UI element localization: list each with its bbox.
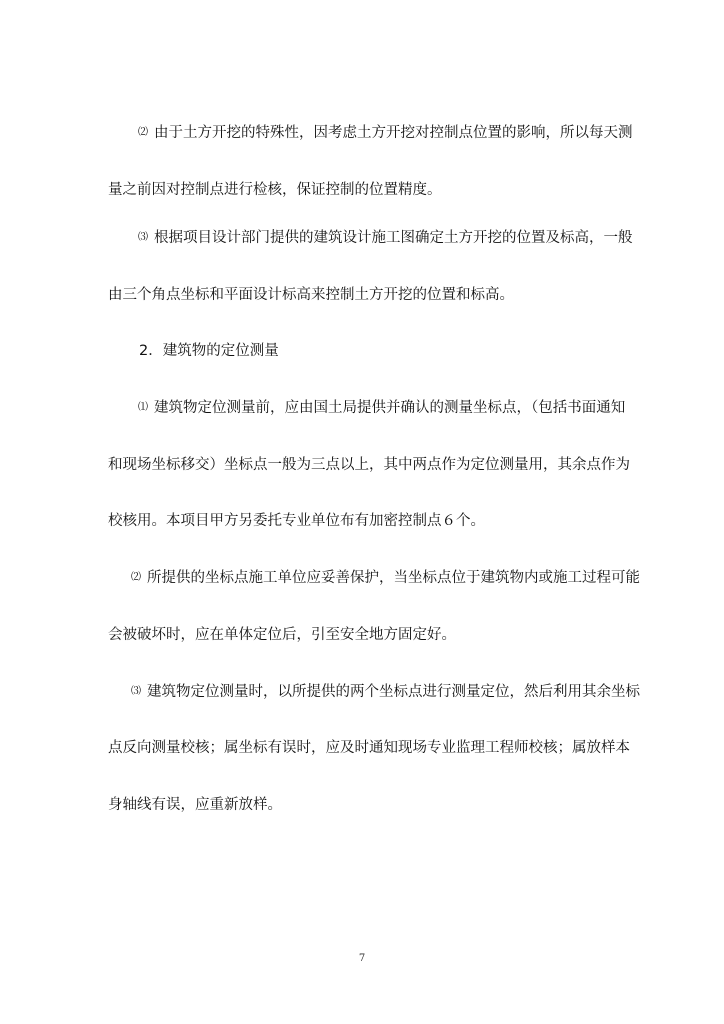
page-number: 7 (358, 953, 366, 964)
item-number: ⑶ (138, 232, 148, 243)
paragraph-text: 建筑物定位测量时，以所提供的两个坐标点进行测量定位，然后利用其余坐标 (147, 684, 640, 700)
item-number: ⑶ (131, 686, 141, 697)
paragraph-3-line-3: 校核用。本项目甲方另委托专业单位布有加密控制点６个。 (108, 513, 485, 529)
paragraph-text: 所提供的坐标点施工单位应妥善保护，当坐标点位于建筑物内或施工过程可能 (147, 570, 640, 586)
paragraph-2-line-2: 由三个角点坐标和平面设计标高来控制土方开挖的位置和标高。 (108, 287, 514, 303)
paragraph-text: 由于土方开挖的特殊性，因考虑土方开挖对控制点位置的影响，所以每天测 (154, 125, 633, 141)
paragraph-text: 根据项目设计部门提供的建筑设计施工图确定土方开挖的位置及标高，一般 (154, 230, 633, 246)
paragraph-5-line-1 (131, 682, 640, 702)
paragraph-2-line-1 (138, 228, 633, 248)
paragraph-1-line-2: 量之前因对控制点进行检核，保证控制的位置精度。 (108, 182, 442, 198)
paragraph-5-line-3: 身轴线有误，应重新放样。 (108, 797, 282, 813)
item-number: ⑴ (138, 402, 148, 413)
paragraph-3-line-1 (138, 398, 625, 418)
item-number: ⑵ (131, 572, 141, 583)
paragraph-3-line-2: 和现场坐标移交）坐标点一般为三点以上，其中两点作为定位测量用，其余点作为 (108, 457, 630, 473)
paragraph-1-line-1 (138, 123, 633, 143)
paragraph-4-line-2: 会被破坏时，应在单体定位后，引至安全地方固定好。 (108, 627, 456, 643)
paragraph-4-line-1 (131, 568, 640, 588)
paragraph-text: 建筑物定位测量前，应由国土局提供并确认的测量坐标点，（包括书面通知 (154, 400, 626, 416)
item-number: ⑵ (138, 127, 148, 138)
paragraph-5-line-2: 点反向测量校核；属坐标有误时，应及时通知现场专业监理工程师校核；属放样本 (108, 740, 630, 756)
section-heading: 2．建筑物的定位测量 (139, 343, 279, 359)
